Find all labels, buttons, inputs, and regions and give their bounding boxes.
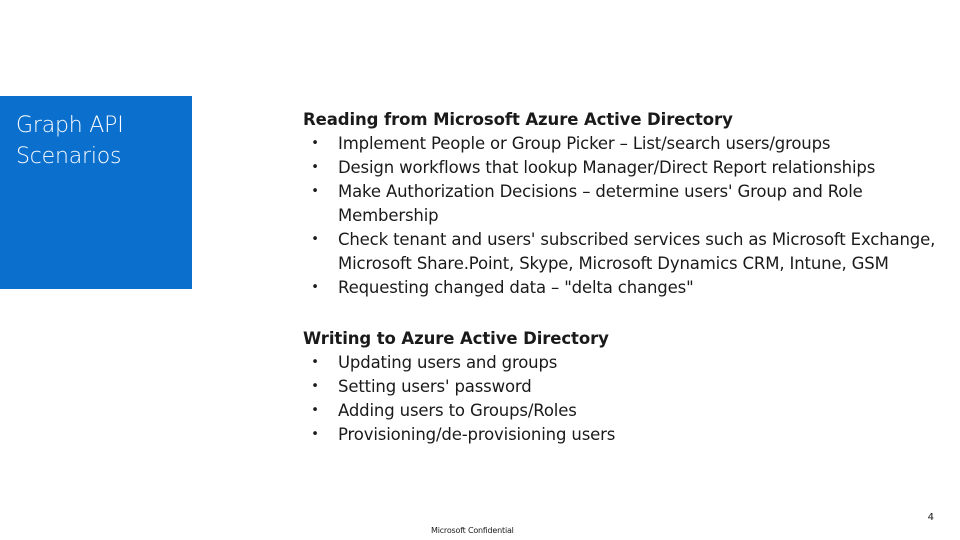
writing-heading: Writing to Azure Active Directory <box>303 329 609 348</box>
bullet-icon: • <box>311 160 319 175</box>
slide-title-line-1: Graph API <box>16 113 124 138</box>
bullet-icon: • <box>311 136 319 151</box>
list-item: • Requesting changed data – "delta changes" <box>303 276 943 300</box>
confidential-label: Microsoft Confidential <box>431 526 514 535</box>
slide-content <box>303 108 943 447</box>
bullet-icon: • <box>311 280 319 295</box>
slide-title <box>16 110 182 172</box>
list-item: • Implement People or Group Picker – List/search users/groups <box>303 132 943 156</box>
bullet-icon: • <box>311 403 319 418</box>
bullet-icon: • <box>311 427 319 442</box>
writing-section <box>303 327 943 447</box>
reading-section <box>303 108 943 300</box>
page-number: 4 <box>927 512 934 523</box>
bullet-icon: • <box>311 184 319 199</box>
list-item: • Updating users and groups <box>303 351 943 375</box>
list-item: • Check tenant and users' subscribed services such as Microsoft Exchange, Microsoft Share.Point, Skype, Microsoft Dynamics CRM, Intune, GSM <box>303 228 943 276</box>
reading-heading: Reading from Microsoft Azure Active Directory <box>303 110 733 129</box>
list-item: • Design workflows that lookup Manager/Direct Report relationships <box>303 156 943 180</box>
title-panel <box>0 96 192 289</box>
bullet-icon: • <box>311 379 319 394</box>
list-item: • Provisioning/de-provisioning users <box>303 423 943 447</box>
bullet-icon: • <box>311 232 319 247</box>
list-item: • Make Authorization Decisions – determine users' Group and Role Membership <box>303 180 943 228</box>
bullet-icon: • <box>311 355 319 370</box>
writing-list <box>303 351 943 447</box>
list-item: • Adding users to Groups/Roles <box>303 399 943 423</box>
slide-title-line-2: Scenarios <box>16 144 122 169</box>
reading-list <box>303 132 943 300</box>
list-item: • Setting users' password <box>303 375 943 399</box>
